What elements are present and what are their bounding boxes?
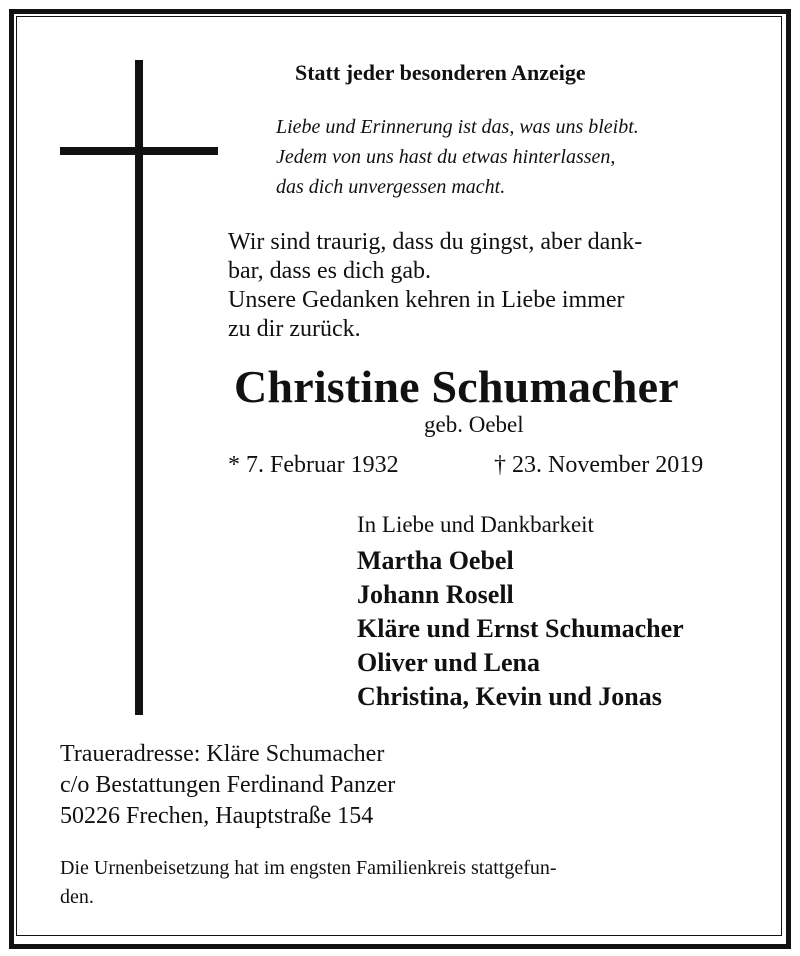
cross-vertical-bar bbox=[135, 60, 143, 715]
poem-line: das dich unvergessen macht. bbox=[276, 176, 506, 198]
burial-note-line: Die Urnenbeisetzung hat im engsten Familienkreis stattgefun- bbox=[60, 857, 557, 879]
mourners-intro: In Liebe und Dankbarkeit bbox=[357, 512, 594, 537]
mourner-name: Martha Oebel bbox=[357, 546, 514, 575]
birth-date: * 7. Februar 1932 bbox=[228, 452, 399, 478]
message-line: zu dir zurück. bbox=[228, 316, 361, 342]
mourner-name: Christina, Kevin und Jonas bbox=[357, 682, 662, 711]
birth-name: geb. Oebel bbox=[424, 412, 524, 437]
message-line bbox=[228, 229, 744, 256]
cross-horizontal-bar bbox=[60, 147, 218, 155]
address-line: Traueradresse: Kläre Schumacher bbox=[60, 741, 385, 767]
message-line: bar, dass es dich gab. bbox=[228, 258, 431, 284]
address-line: c/o Bestattungen Ferdinand Panzer bbox=[60, 772, 396, 798]
poem-line: Jedem von uns hast du etwas hinterlassen, bbox=[276, 146, 616, 168]
burial-note-line: den. bbox=[60, 886, 94, 908]
mourner-name: Oliver und Lena bbox=[357, 648, 541, 677]
address-line: 50226 Frechen, Hauptstraße 154 bbox=[60, 803, 374, 829]
notice-header: Statt jeder besonderen Anzeige bbox=[295, 60, 586, 85]
mourner-name: Johann Rosell bbox=[357, 580, 514, 609]
deceased-name: Christine Schumacher bbox=[234, 361, 679, 412]
death-date: † 23. November 2019 bbox=[494, 452, 704, 478]
message-line: Unsere Gedanken kehren in Liebe immer bbox=[228, 287, 625, 313]
mourner-name: Kläre und Ernst Schumacher bbox=[357, 614, 684, 643]
message-line-text: Wir sind traurig, dass du gingst, aber dank- bbox=[228, 229, 643, 255]
poem-line: Liebe und Erinnerung ist das, was uns bleibt. bbox=[276, 116, 639, 138]
